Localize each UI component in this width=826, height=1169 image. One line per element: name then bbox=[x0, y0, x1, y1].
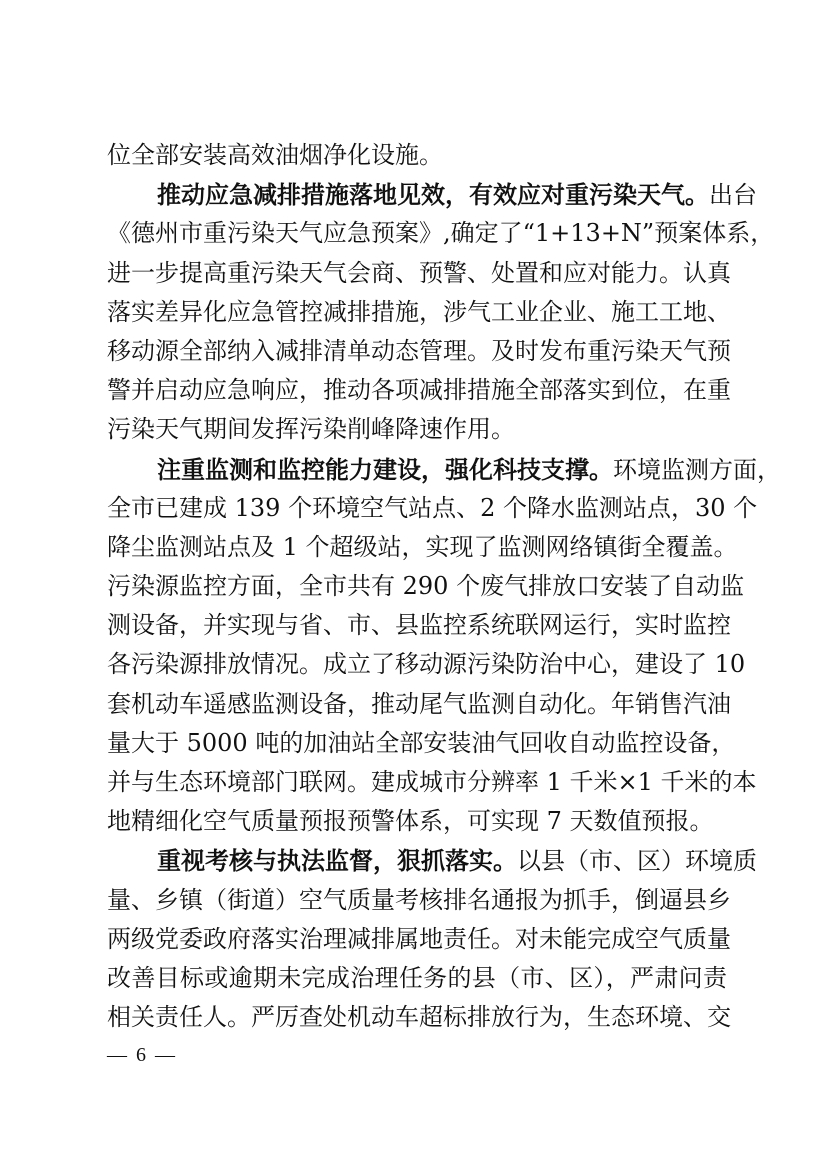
paragraph-heading: 推动应急减排措施落地见效，有效应对重污染天气。 bbox=[157, 180, 709, 210]
text-line bbox=[107, 685, 731, 724]
text-line bbox=[107, 959, 727, 998]
line-text: 地精细化空气质量预报预警体系，可实现 7 天数值预报。 bbox=[107, 807, 714, 836]
text-line bbox=[107, 606, 731, 645]
line-text: 移动源全部纳入减排清单动态管理。及时发布重污染天气预 bbox=[107, 336, 731, 365]
text-line bbox=[107, 136, 727, 175]
text-line bbox=[107, 645, 746, 684]
line-text: 套机动车遥感监测设备，推动尾气监测自动化。年销售汽油 bbox=[107, 689, 731, 718]
line-text: 各污染源排放情况。成立了移动源污染防治中心，建设了 10 bbox=[107, 650, 746, 679]
line-text: 量大于 5000 吨的加油站全部安装油气回收自动监控设备， bbox=[107, 728, 736, 757]
line-text: 并与生态环境部门联网。建成城市分辨率 1 千米×1 千米的本 bbox=[107, 768, 757, 796]
text-line bbox=[107, 254, 731, 293]
page-number: — 6 — bbox=[107, 1044, 177, 1066]
line-text: 警并启动应急响应，推动各项减排措施全部落实到位，在重 bbox=[107, 376, 731, 405]
line-text: 位全部安装高效油烟净化设施。 bbox=[107, 141, 443, 169]
text-line bbox=[107, 567, 745, 606]
text-line bbox=[107, 293, 731, 332]
text-line bbox=[107, 450, 781, 489]
text-line bbox=[107, 802, 727, 841]
text-line bbox=[107, 724, 736, 763]
text-line bbox=[107, 881, 731, 920]
text-line bbox=[107, 920, 731, 959]
text-line bbox=[107, 841, 757, 880]
text-line bbox=[107, 371, 731, 410]
line-text: 测设备，并实现与省、市、县监控系统联网运行，实时监控 bbox=[107, 611, 731, 640]
text-line bbox=[107, 175, 757, 214]
text-line bbox=[107, 528, 738, 567]
line-text: 降尘监测站点及 1 个超级站，实现了监测网络镇街全覆盖。 bbox=[107, 532, 738, 561]
line-text: 改善目标或逾期未完成治理任务的县（市、区），严肃问责 bbox=[107, 963, 727, 992]
line-text: 出台 bbox=[709, 181, 757, 210]
line-text: 落实差异化应急管控减排措施，涉气工业企业、施工工地、 bbox=[107, 297, 731, 326]
document-body bbox=[107, 136, 781, 1037]
paragraph-heading: 注重监测和监控能力建设，强化科技支撑。 bbox=[157, 454, 613, 484]
paragraph-heading: 重视考核与执法监督，狠抓落实。 bbox=[157, 846, 517, 876]
text-line bbox=[107, 489, 758, 528]
text-line bbox=[107, 332, 731, 371]
line-text: 相关责任人。严厉查处机动车超标排放行为，生态环境、交 bbox=[107, 1003, 731, 1032]
line-text: 污染源监控方面，全市共有 290 个废气排放口安装了自动监 bbox=[107, 572, 745, 601]
line-text: 进一步提高重污染天气会商、预警、处置和应对能力。认真 bbox=[107, 258, 731, 287]
line-text: 环境监测方面， bbox=[613, 455, 781, 484]
line-text: 污染天气期间发挥污染削峰降速作用。 bbox=[107, 415, 515, 444]
text-line bbox=[107, 998, 731, 1037]
line-text: 两级党委政府落实治理减排属地责任。对未能完成空气质量 bbox=[107, 924, 731, 953]
line-text: 以县（市、区）环境质 bbox=[517, 847, 757, 876]
text-line bbox=[107, 763, 757, 802]
text-line bbox=[107, 410, 727, 449]
line-text: 《德州市重污染天气应急预案》,确定了“1+13+N”预案体系， bbox=[107, 219, 775, 248]
text-line bbox=[107, 214, 775, 253]
line-text: 量、乡镇（街道）空气质量考核排名通报为抓手，倒逼县乡 bbox=[107, 885, 731, 914]
line-text: 全市已建成 139 个环境空气站点、2 个降水监测站点，30 个 bbox=[107, 493, 758, 522]
